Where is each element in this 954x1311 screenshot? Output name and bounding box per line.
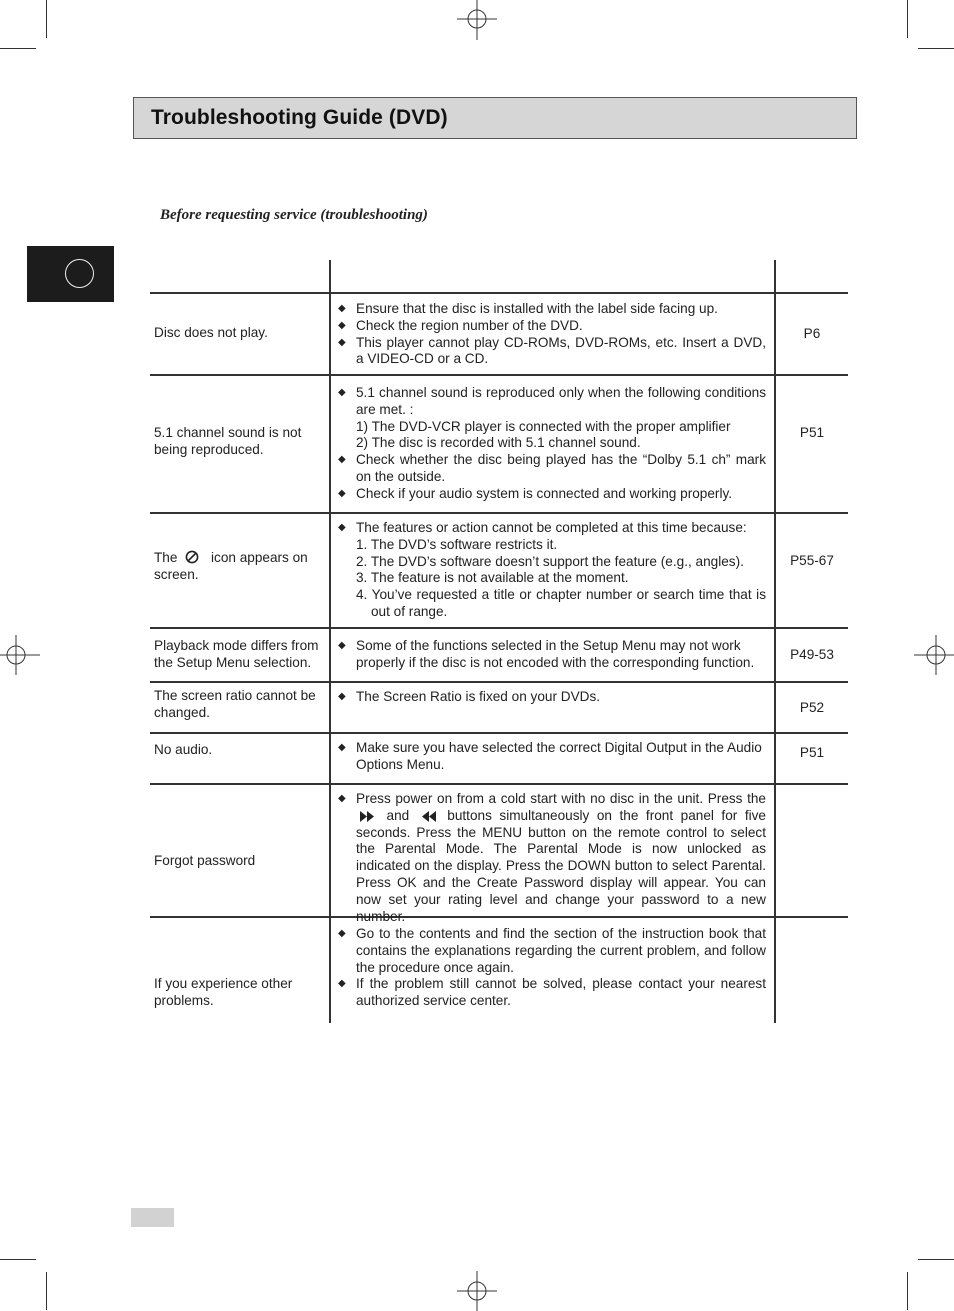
row-divider [150,374,848,376]
tab-circle-icon [65,259,94,288]
solution-subitem: 2) The disc is recorded with 5.1 channel sound. [356,435,641,451]
page-ref: P51 [799,745,825,760]
section-subtitle: Before requesting service (troubleshooting) [160,207,428,223]
crop-mark [0,1259,36,1260]
solution-item: ◆ Check if your audio system is connected and working properly. [338,486,766,503]
solution-cell [338,740,766,774]
solution-item: ◆ Go to the contents and find the section of the instruction book that contains the explanations regarding the current problem, and follow the procedure once again. [338,926,766,976]
solution-item: ◆ Make sure you have selected the correct Digital Output in the Audio Options Menu. [338,740,766,774]
solution-item: ◆ This player cannot play CD-ROMs, DVD-ROMs, etc. Insert a DVD, a VIDEO-CD or a CD. [338,335,766,369]
registration-mark-icon [457,0,497,40]
solution-item: ◆ 5.1 channel sound is reproduced only when the following conditions are met. : [338,385,766,419]
solution-item: ◆ The features or action cannot be completed at this time because: [338,520,766,537]
solution-text: buttons simultaneously on the front panel for five seconds. Press the MENU button on the remote control to select the Parental Mode. The Parental Mode is now unlocked as indicated on the display. Press the DOWN button to select Parental. Press OK and the Create Password display will appear. You can now set your rating level and change your password to a new number. [356,807,766,924]
crop-mark [0,48,36,49]
page-number-box [131,1208,174,1227]
problem-cell: If you experience other problems. [154,976,293,1008]
solution-subitem: 3. The feature is not available at the moment. [356,570,629,586]
solution-item: ◆ Ensure that the disc is installed with the label side facing up. [338,301,766,318]
problem-cell: No audio. [154,742,213,757]
solution-cell [338,638,766,672]
page-ref: P55-67 [790,553,834,568]
problem-cell: Forgot password [154,853,256,868]
problem-cell: Disc does not play. [154,325,268,340]
problem-text: The [154,550,178,565]
crop-mark [918,1259,954,1260]
solution-subitem: 1. The DVD’s software restricts it. [356,536,558,552]
registration-mark-icon [0,635,40,675]
crop-mark [907,0,908,38]
page-ref: P51 [799,425,825,440]
problem-cell [154,550,326,584]
registration-mark-icon [457,1271,497,1311]
crop-mark [46,1272,47,1310]
solution-subitem: 2. The DVD’s software doesn’t support the feature (e.g., angles). [356,553,744,569]
page-ref: P49-53 [790,647,834,662]
solution-item: ◆ The Screen Ratio is fixed on your DVDs. [338,689,766,706]
row-divider [150,292,848,294]
page-ref: P52 [799,700,825,715]
problem-cell: The screen ratio cannot be changed. [154,688,316,720]
solution-item: ◆ Check the region number of the DVD. [338,318,766,335]
solution-cell [338,520,766,621]
crop-mark [907,1272,908,1310]
solution-item [338,791,766,925]
registration-mark-icon [914,635,954,675]
prohibited-icon [185,550,199,564]
solution-item: ◆ Some of the functions selected in the Setup Menu may not work properly if the disc is not encoded with the corresponding function. [338,638,766,672]
row-divider [150,681,848,683]
problem-text: icon appears on screen. [154,550,308,582]
solution-cell [338,791,766,925]
crop-mark [46,0,47,38]
row-divider [150,783,848,785]
rewind-icon [420,811,437,822]
solution-item: ◆ Check whether the disc being played has the “Dolby 5.1 ch” mark on the outside. [338,452,766,486]
language-tab [27,246,114,302]
solution-subitem: 4. You’ve requested a title or chapter number or search time that is out of range. [356,587,766,619]
problem-cell: Playback mode differs from the Setup Menu selection. [154,638,319,670]
solution-cell [338,301,766,368]
crop-mark [918,48,954,49]
title-bar [133,97,857,139]
solution-text: and [386,807,410,823]
page-ref: P6 [803,326,821,341]
solution-item: ◆ If the problem still cannot be solved, please contact your nearest authorized service center. [338,976,766,1010]
page-title: Troubleshooting Guide (DVD) [151,106,448,129]
solution-subitem: 1) The DVD-VCR player is connected with the proper amplifier [356,418,731,434]
solution-cell [338,385,766,503]
row-divider [150,627,848,629]
solution-cell [338,926,766,1010]
row-divider [150,512,848,514]
solution-cell [338,689,766,706]
fast-forward-icon [359,811,376,822]
problem-cell: 5.1 channel sound is not being reproduced. [154,425,302,457]
solution-text: Press power on from a cold start with no disc in the unit. Press the [356,791,766,806]
row-divider [150,732,848,734]
